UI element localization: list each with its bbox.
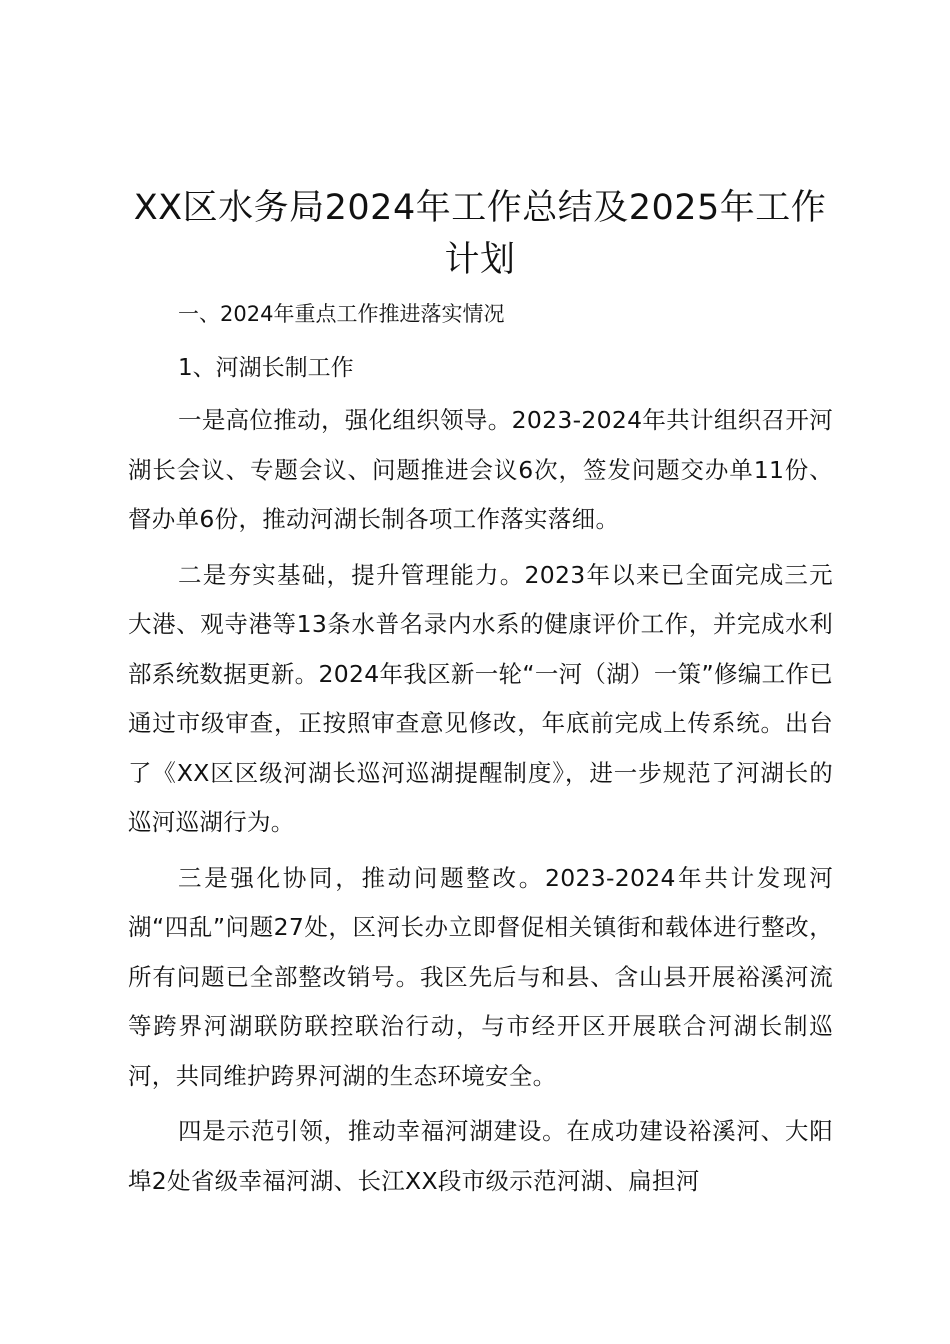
paragraph-4: 四是示范引领，推动幸福河湖建设。在成功建设裕溪河、大阳埠2处省级幸福河湖、长江XX段市级示范河湖、扁担河 bbox=[128, 1117, 833, 1195]
document-title: XX区水务局2024年工作总结及2025年工作计划 bbox=[133, 188, 827, 280]
paragraph-2: 二是夯实基础，提升管理能力。2023年以来已全面完成三元大港、观寺港等13条水普名录内水系的健康评价工作，并完成水利部系统数据更新。2024年我区新一轮“一河（湖）一策”修编工作已通过市级审查，正按照审查意见修改，年底前完成上传系统。出台了《XX区区级河湖长巡河巡湖提醒制度》，进一步规范了河湖长的巡河巡湖行为。 bbox=[128, 560, 833, 836]
sub-heading: 1、河湖长制工作 bbox=[178, 355, 354, 381]
paragraph-3: 三是强化协同，推动问题整改。2023-2024年共计发现河湖“四乱”问题27处，区河长办立即督促相关镇街和载体进行整改，所有问题已全部整改销号。我区先后与和县、含山县开展裕溪河流等跨界河湖联防联控联治行动，与市经开区开展联合河湖长制巡河，共同维护跨界河湖的生态环境安全。 bbox=[128, 863, 833, 1090]
section-heading: 一、2024年重点工作推进落实情况 bbox=[178, 302, 505, 326]
paragraph-1: 一是高位推动，强化组织领导。2023-2024年共计组织召开河湖长会议、专题会议、问题推进会议6次，签发问题交办单11份、督办单6份，推动河湖长制各项工作落实落细。 bbox=[128, 406, 833, 533]
document-page bbox=[128, 182, 833, 1206]
